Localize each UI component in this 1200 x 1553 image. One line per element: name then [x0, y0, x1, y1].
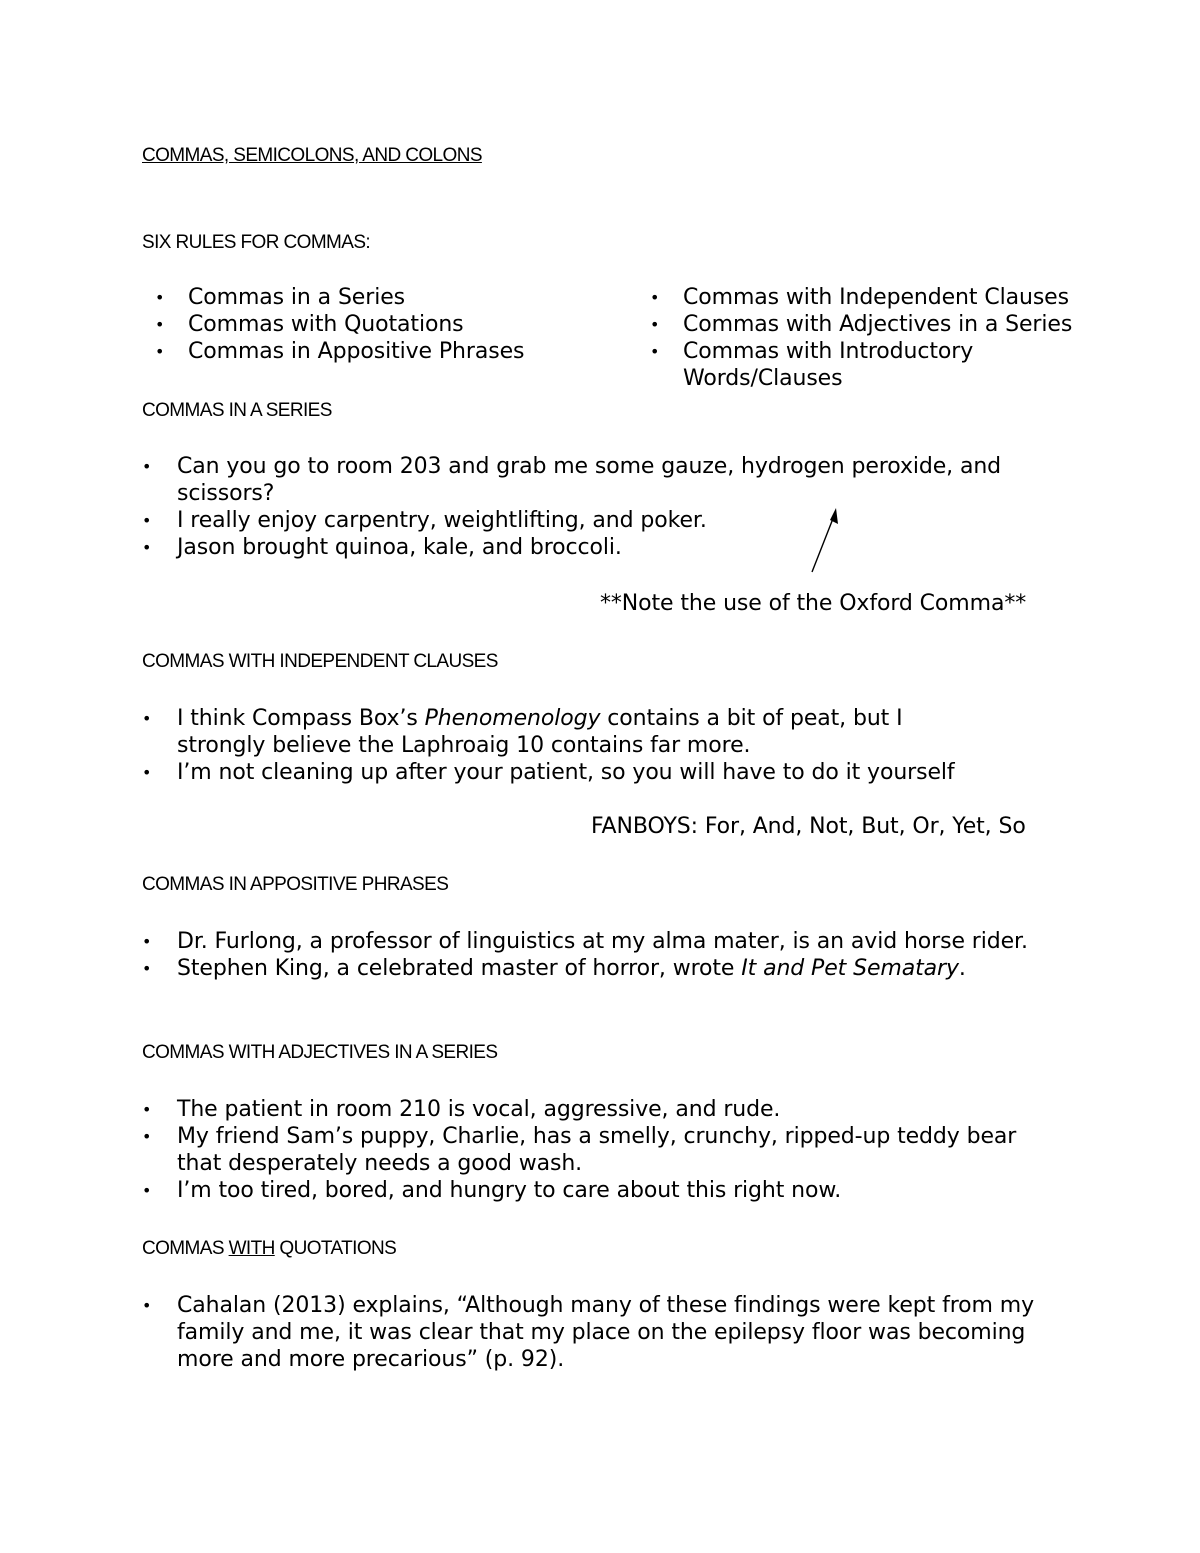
appositive-heading: COMMAS IN APPOSITIVE PHRASES	[142, 874, 449, 895]
adjectives-heading: COMMAS WITH ADJECTIVES IN A SERIES	[142, 1042, 498, 1063]
list-item-text: Can you go to room 203 and grab me some gauze, hydrogen peroxide, and scissors?	[177, 454, 1002, 506]
fanboys-note	[553, 813, 1026, 840]
rules-heading: SIX RULES FOR COMMAS:	[142, 232, 371, 253]
list-item-text: contains a bit of peat, but I strongly believe the Laphroaig 10 contains far more.	[177, 706, 903, 758]
list-item-text: Commas with Adjectives in a Series	[683, 312, 1073, 337]
list-item-text: Cahalan (2013) explains, “Although many of these findings were kept from my family and me, it was clear that my place on the epilepsy floor was becoming more and more precarious” (p. 92).	[177, 1293, 1035, 1372]
rules-right-list	[650, 284, 1130, 392]
independent-list	[142, 705, 1042, 786]
list-item	[142, 928, 1047, 955]
book-title: It and Pet Sematary	[741, 956, 959, 981]
independent-heading: COMMAS WITH INDEPENDENT CLAUSES	[142, 651, 498, 672]
list-item	[155, 311, 615, 338]
arrow-icon	[800, 500, 850, 580]
list-item	[142, 705, 977, 759]
list-item-text: Dr. Furlong, a professor of linguistics at my alma mater, is an avid horse rider.	[177, 929, 1028, 954]
series-list	[142, 453, 1042, 561]
list-item	[142, 507, 1042, 534]
rules-left-column	[155, 284, 615, 365]
list-item	[650, 284, 1130, 311]
bullet-icon: •	[142, 932, 152, 951]
list-item-text: Commas in Appositive Phrases	[188, 339, 525, 364]
bullet-icon: •	[142, 1296, 152, 1315]
list-item-text: I really enjoy carpentry, weightlifting, and poker.	[177, 508, 707, 533]
list-item-text: The patient in room 210 is vocal, aggressive, and rude.	[177, 1097, 781, 1122]
list-item-text: Stephen King, a celebrated master of horror, wrote	[177, 956, 742, 981]
list-item	[155, 284, 615, 311]
quotations-heading	[142, 1238, 396, 1260]
bullet-icon: •	[142, 709, 152, 728]
list-item-text: I’m not cleaning up after your patient, so you will have to do it yourself	[177, 760, 955, 785]
bullet-icon: •	[142, 511, 152, 530]
bullet-icon: •	[142, 1181, 152, 1200]
list-item	[142, 955, 1042, 982]
heading-text: QUOTATIONS	[274, 1238, 397, 1259]
list-item	[650, 311, 1130, 338]
bullet-icon: •	[142, 763, 152, 782]
bullet-icon: •	[142, 959, 152, 978]
list-item-text: Commas in a Series	[188, 285, 405, 310]
list-item	[142, 1096, 1042, 1123]
list-item-text: My friend Sam’s puppy, Charlie, has a smelly, crunchy, ripped-up teddy bear that desperately needs a good wash.	[177, 1124, 1017, 1176]
appositive-list	[142, 928, 1042, 982]
list-item	[142, 1123, 1057, 1177]
bullet-icon: •	[142, 1127, 152, 1146]
bullet-icon: •	[155, 288, 165, 307]
heading-text-underlined: WITH	[228, 1238, 275, 1259]
bullet-icon: •	[650, 288, 660, 307]
book-title: Phenomenology	[424, 706, 601, 731]
bullet-icon: •	[155, 342, 165, 361]
list-item	[650, 338, 983, 392]
heading-text: COMMAS	[142, 1238, 229, 1259]
fanboys-text: FANBOYS: For, And, Not, But, Or, Yet, So	[591, 814, 1026, 839]
bullet-icon: •	[142, 538, 152, 557]
list-item-text: Commas with Independent Clauses	[683, 285, 1069, 310]
rules-right-column	[650, 284, 1130, 392]
list-item	[142, 1292, 1072, 1373]
quotations-list	[142, 1292, 1072, 1373]
list-item-text: .	[958, 956, 966, 981]
bullet-icon: •	[650, 315, 660, 334]
list-item	[142, 453, 1042, 507]
bullet-icon: •	[650, 342, 660, 361]
rules-left-list	[155, 284, 615, 365]
adjectives-list	[142, 1096, 1042, 1204]
series-heading: COMMAS IN A SERIES	[142, 400, 332, 421]
bullet-icon: •	[142, 457, 152, 476]
list-item-text: I’m too tired, bored, and hungry to care about this right now.	[177, 1178, 842, 1203]
list-item	[155, 338, 615, 365]
list-item-text: I think Compass Box’s	[177, 706, 425, 731]
list-item	[142, 759, 1042, 786]
bullet-icon: •	[142, 1100, 152, 1119]
list-item	[142, 1177, 1042, 1204]
list-item-text: Commas with Introductory Words/Clauses	[683, 339, 974, 391]
bullet-icon: •	[155, 315, 165, 334]
oxford-comma-note: **Note the use of the Oxford Comma**	[600, 591, 1027, 616]
list-item-text: Jason brought quinoa, kale, and broccoli.	[177, 535, 622, 560]
list-item	[142, 534, 1042, 561]
document-title: COMMAS, SEMICOLONS, AND COLONS	[142, 145, 482, 166]
list-item-text: Commas with Quotations	[188, 312, 464, 337]
